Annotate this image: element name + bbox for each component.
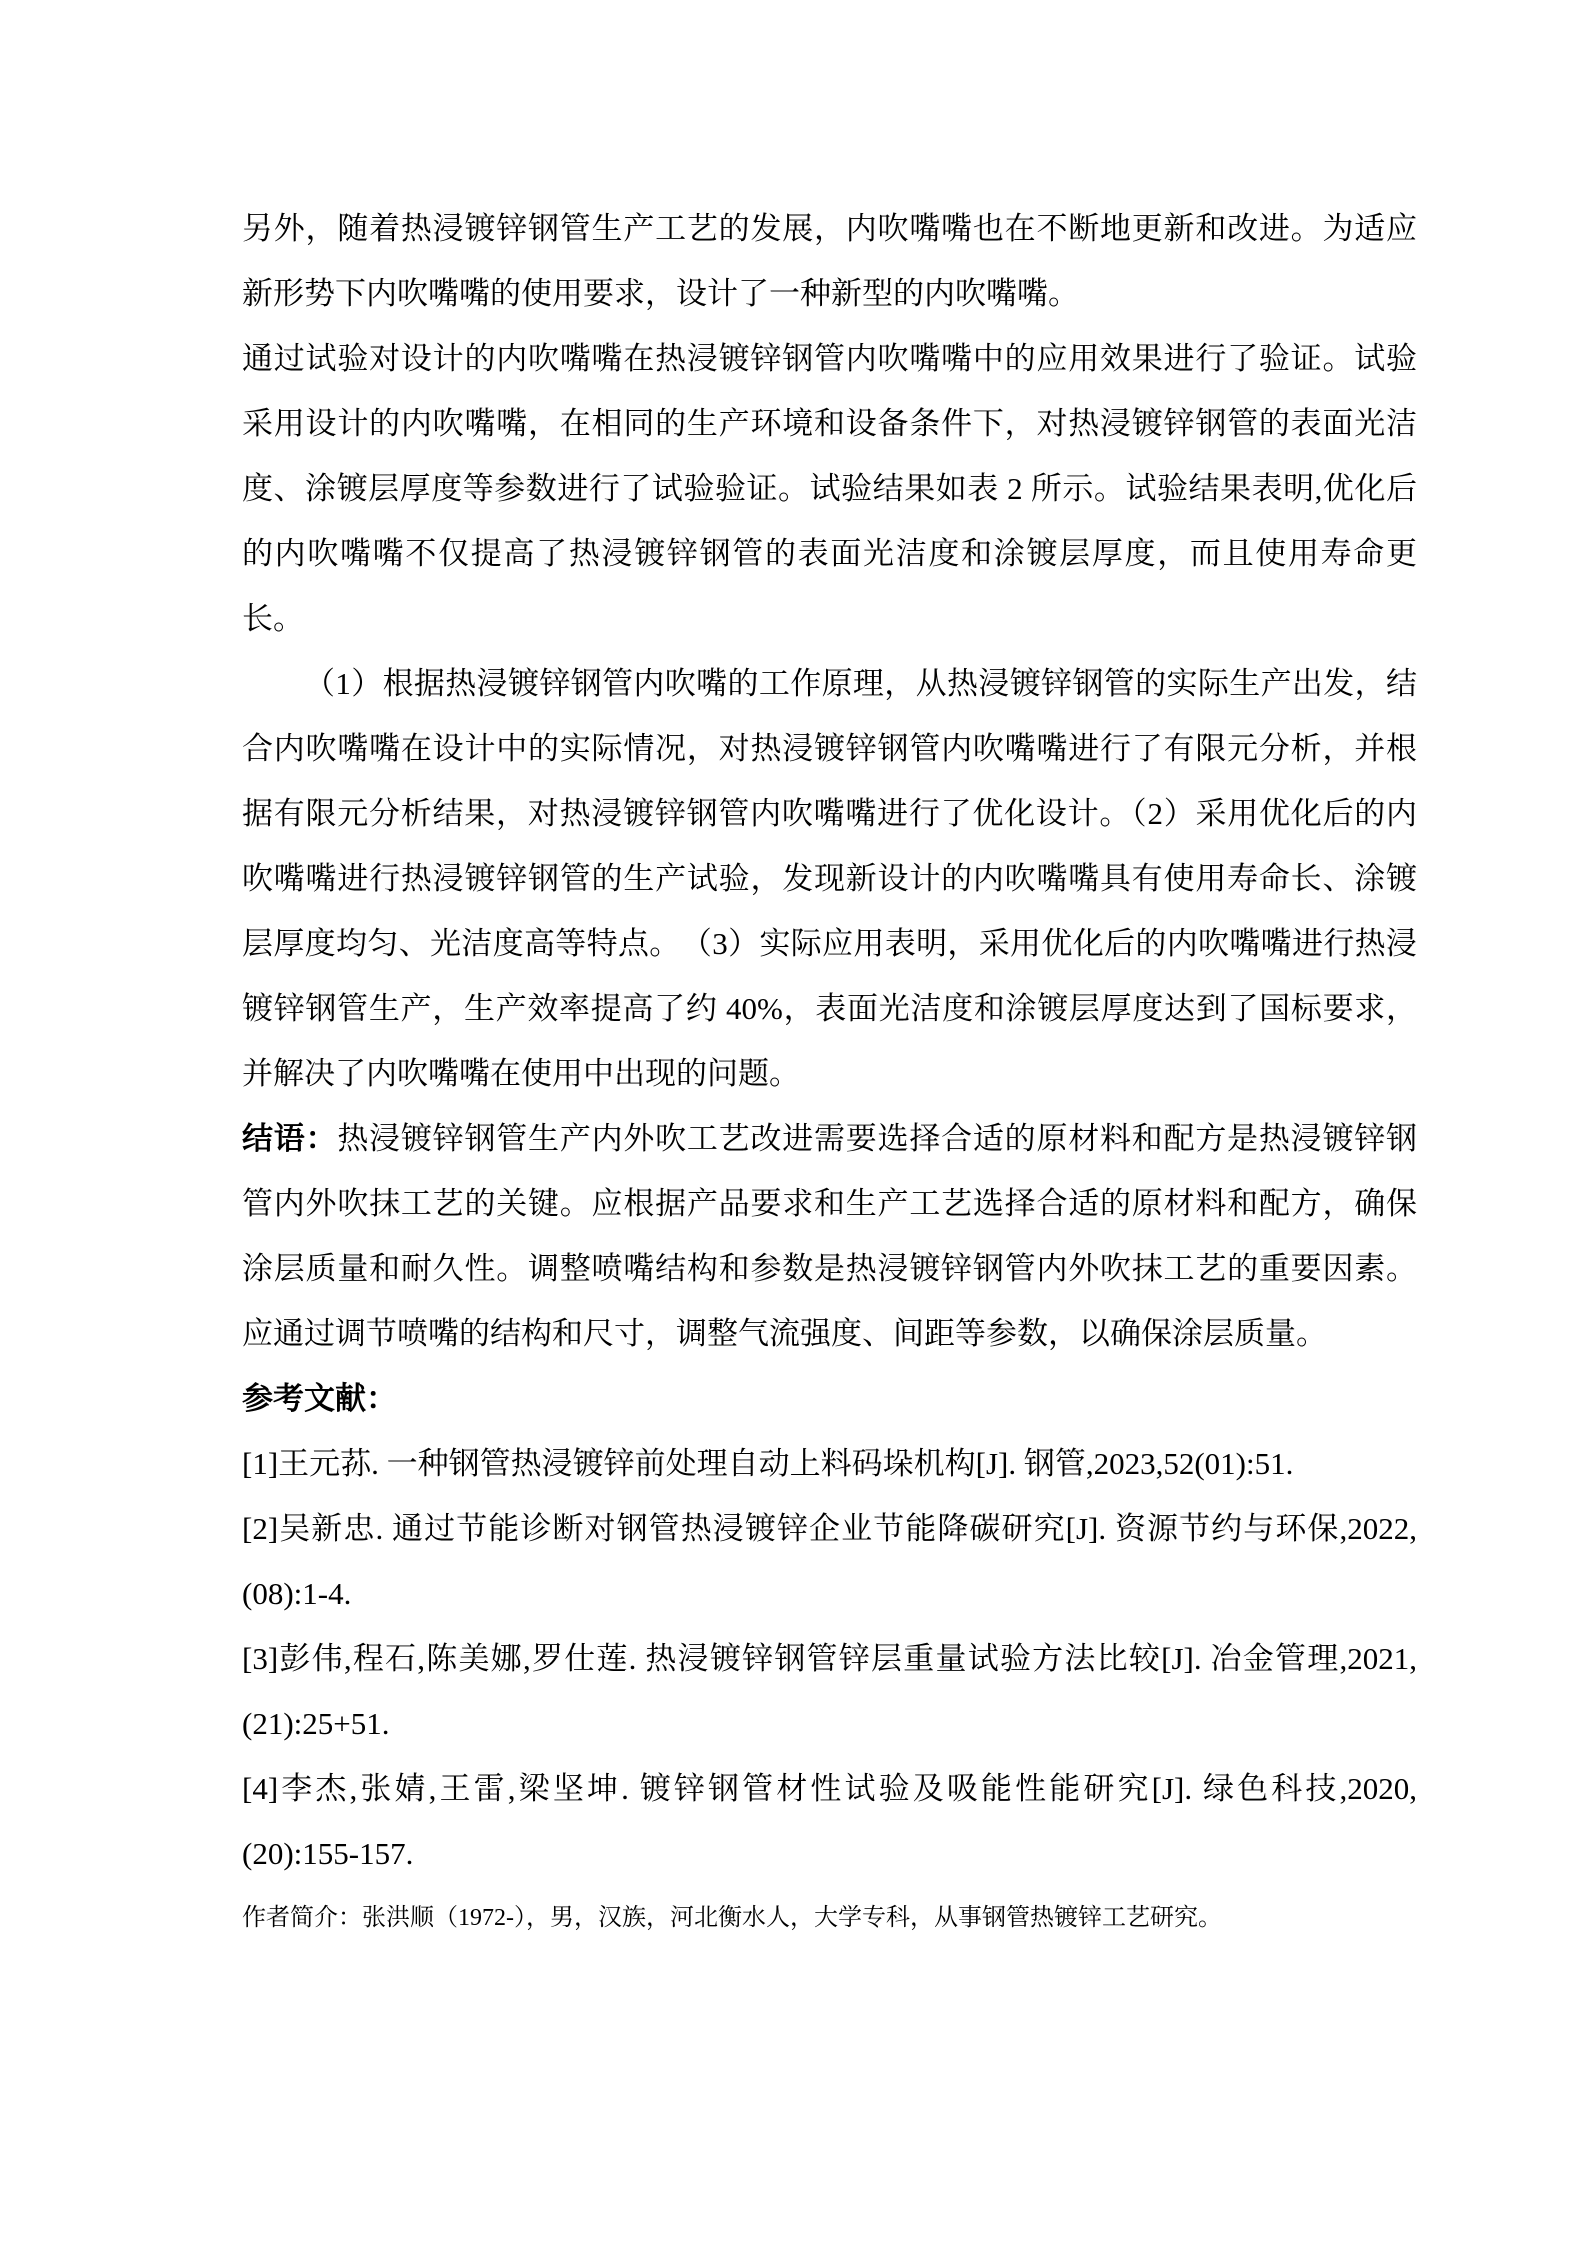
body-paragraph-3-findings-list: （1）根据热浸镀锌钢管内吹嘴的工作原理，从热浸镀锌钢管的实际生产出发，结合内吹嘴嘴在设计中的实际情况，对热浸镀锌钢管内吹嘴嘴进行了有限元分析，并根据有限元分析结果，对热浸镀锌钢管内吹嘴嘴进行了优化设计。（2）采用优化后的内吹嘴嘴进行热浸镀锌钢管的生产试验，发现新设计的内吹嘴嘴具有使用寿命长、涂镀层厚度均匀、光洁度高等特点。 （3）实际应用表明，采用优化后的内吹嘴嘴进行热浸镀锌钢管生产，生产效率提高了约 40%，表面光洁度和涂镀层厚度达到了国标要求，并解决了内吹嘴嘴在使用中出现的问题。 <box>242 666 1417 1091</box>
author-note: 作者简介：张洪顺（1972-），男，汉族，河北衡水人，大学专科，从事钢管热镀锌工艺研究。 <box>242 1905 1222 1931</box>
references-heading: 参考文献： <box>242 1381 397 1416</box>
reference-item-3: [3]彭伟,程石,陈美娜,罗仕莲. 热浸镀锌钢管锌层重量试验方法比较[J]. 冶金管理,2021,(21):25+51. <box>242 1641 1417 1741</box>
conclusion-text: 热浸镀锌钢管生产内外吹工艺改进需要选择合适的原材料和配方是热浸镀锌钢管内外吹抹工艺的关键。应根据产品要求和生产工艺选择合适的原材料和配方，确保涂层质量和耐久性。调整喷嘴结构和参数是热浸镀锌钢管内外吹抹工艺的重要因素。应通过调节喷嘴的结构和尺寸，调整气流强度、间距等参数，以确保涂层质量。 <box>242 1121 1418 1351</box>
conclusion-label: 结语： <box>242 1121 338 1156</box>
body-paragraph-2: 通过试验对设计的内吹嘴嘴在热浸镀锌钢管内吹嘴嘴中的应用效果进行了验证。试验采用设计的内吹嘴嘴，在相同的生产环境和设备条件下，对热浸镀锌钢管的表面光洁度、涂镀层厚度等参数进行了试验验证。试验结果如表 2 所示。试验结果表明,优化后的内吹嘴嘴不仅提高了热浸镀锌钢管的表面光洁度和涂镀层厚度，而且使用寿命更长。 <box>242 341 1417 636</box>
reference-item-1: [1]王元荪. 一种钢管热浸镀锌前处理自动上料码垛机构[J]. 钢管,2023,52(01):51. <box>242 1446 1294 1481</box>
conclusion-paragraph <box>242 1106 1417 1366</box>
reference-item-2: [2]吴新忠. 通过节能诊断对钢管热浸镀锌企业节能降碳研究[J]. 资源节约与环保,2022,(08):1-4. <box>242 1511 1417 1611</box>
body-paragraph-1: 另外，随着热浸镀锌钢管生产工艺的发展，内吹嘴嘴也在不断地更新和改进。为适应新形势下内吹嘴嘴的使用要求，设计了一种新型的内吹嘴嘴。 <box>242 211 1417 311</box>
reference-item-4: [4]李杰,张婧,王雷,梁坚坤. 镀锌钢管材性试验及吸能性能研究[J]. 绿色科技,2020,(20):155-157. <box>242 1771 1417 1871</box>
